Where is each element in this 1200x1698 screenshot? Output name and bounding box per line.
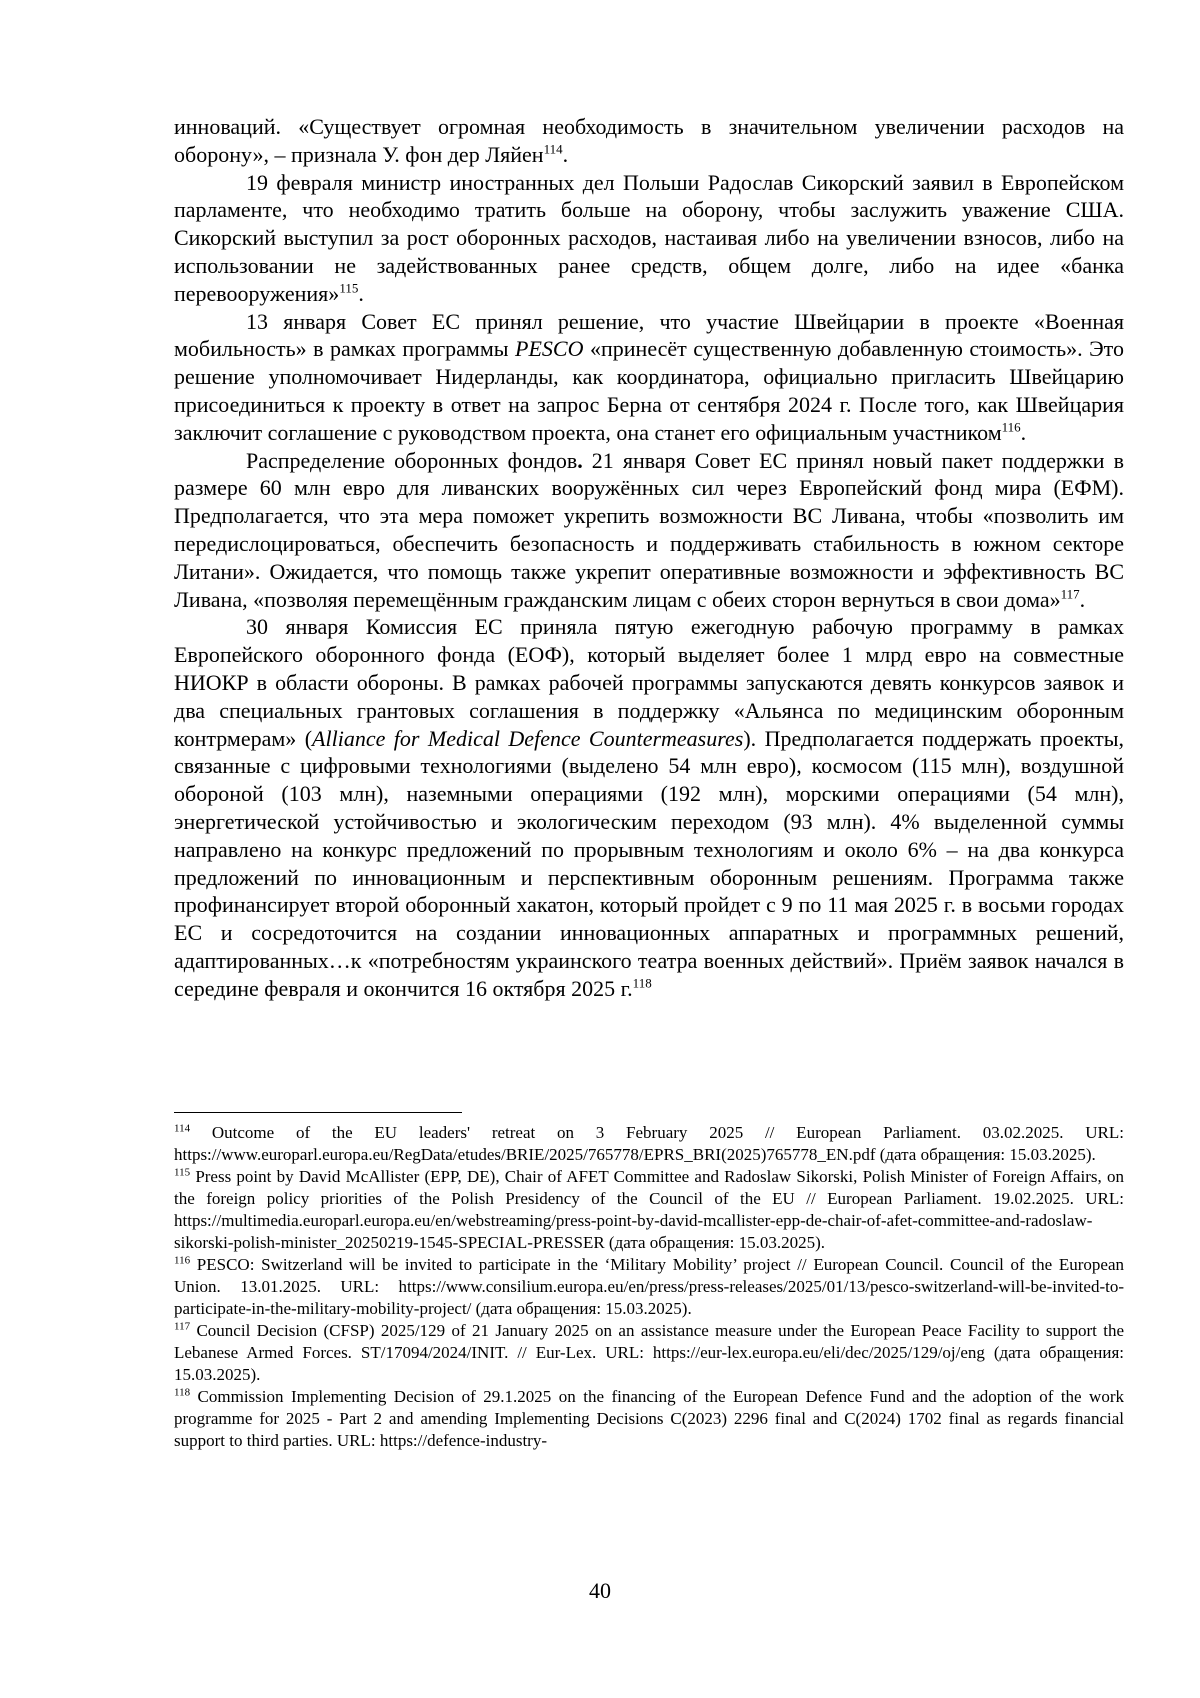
footnote-text: Outcome of the EU leaders' retreat on 3 February 2025 // European Parliament. 03.02.2025. URL: https://www.europarl.europa.eu/RegData/etudes/BRIE/2025/765778/EPRS_BRI(2025)765778_EN.pdf (дата обращения: 15.03.2025). <box>174 1123 1124 1164</box>
footnote-list <box>174 1122 1124 1452</box>
body-paragraph <box>174 613 1124 1002</box>
footnote <box>174 1386 1124 1452</box>
paragraph-text: 30 января Комиссия ЕС приняла пятую ежегодную рабочую программу в рамках Европейского оборонного фонда (ЕОФ), который выделяет более 1 млрд евро на совместные НИОКР в области обороны. В рамках рабочей программы запускаются девять конкурсов заявок и два специальных грантовых соглашения в поддержку «Альянса по медицинским оборонным контрмерам» ( <box>174 614 1124 751</box>
footnote <box>174 1166 1124 1254</box>
footnote <box>174 1254 1124 1320</box>
body-text <box>174 113 1124 1003</box>
footnote-number: 117 <box>174 1320 191 1333</box>
footnotes-section <box>174 1112 1124 1452</box>
footnote-reference: 115 <box>339 280 359 296</box>
paragraph-text: . <box>1079 586 1086 612</box>
body-paragraph <box>174 447 1124 614</box>
footnote <box>174 1320 1124 1386</box>
footnote-reference: 117 <box>1060 586 1080 602</box>
paragraph-text: 19 февраля министр иностранных дел Польши Радослав Сикорский заявил в Европейском парламенте, что необходимо тратить больше на оборону, чтобы заслужить уважение США. Сикорский выступил за рост оборонных расходов, настаивая либо на увеличении взносов, либо на использовании не задействованных ранее средств, общем долге, либо на идее «банка перевооружения» <box>174 169 1124 306</box>
paragraph-text: . <box>1020 419 1027 445</box>
paragraph-text: Распределение оборонных фондов <box>246 447 578 473</box>
footnote-separator <box>174 1112 462 1113</box>
footnote-text: Council Decision (CFSP) 2025/129 of 21 January 2025 on an assistance measure under the European Peace Facility to support the Lebanese Armed Forces. ST/17094/2024/INIT. // Eur-Lex. URL: https://eur-lex.europa.eu/eli/dec/2025/129/oj/eng (дата обращения: 15.03.2025). <box>174 1321 1124 1384</box>
bold-text: . <box>577 447 583 473</box>
paragraph-text: ). Предполагается поддержать проекты, связанные с цифровыми технологиями (выделено 54 млн евро), космосом (115 млн), воздушной обороной (103 млн), наземными операциями (192 млн), морскими операциями (54 млн), энергетической устойчивостью и экологическим переходом (93 млн). 4% выделенной суммы направлено на конкурс предложений по прорывным технологиям и около 6% – на два конкурса предложений по инновационным и перспективным оборонным решениям. Программа также профинансирует второй оборонный хакатон, который пройдет с 9 по 11 мая 2025 г. в восьми городах ЕС и сосредоточится на создании инновационных аппаратных и программных решений, адаптированных…к «потребностям украинского театра военных действий». Приём заявок начался в середине февраля и окончится 16 октября 2025 г. <box>174 725 1125 1001</box>
footnote-number: 114 <box>174 1122 191 1135</box>
paragraph-text: . <box>562 141 569 167</box>
paragraph-text: 13 января Совет ЕС принял решение, что участие Швейцарии в проекте «Военная мобильность» в рамках программы <box>174 308 1124 362</box>
paragraph-text: . <box>358 280 364 306</box>
footnote-number: 118 <box>174 1386 191 1399</box>
footnote-number: 115 <box>174 1166 191 1179</box>
footnote-reference: 116 <box>1001 419 1021 435</box>
body-paragraph <box>174 308 1124 447</box>
footnote-reference: 114 <box>543 141 563 157</box>
footnote-text: PESCO: Switzerland will be invited to participate in the ‘Military Mobility’ project // European Council. Council of the European Union. 13.01.2025. URL: https://www.consilium.europa.eu/en/press/press-releases/2025/01/13/pesco-switzerland-will-be-invited-to-participate-in-the-military-mobility-project/ (дата обращения: 15.03.2025). <box>174 1255 1124 1318</box>
footnote-text: Press point by David McAllister (EPP, DE), Chair of AFET Committee and Radoslaw Sikorski, Polish Minister of Foreign Affairs, on the foreign policy priorities of the Polish Presidency of the Council of the EU // European Parliament. 19.02.2025. URL: https://multimedia.europarl.europa.eu/en/webstreaming/press-point-by-david-mcallister-epp-de-chair-of-afet-committee-and-radoslaw-sikorski-polish-minister_20250219-1545-SPECIAL-PRESSER (дата обращения: 15.03.2025). <box>174 1167 1124 1252</box>
paragraph-text: 21 января Совет ЕС принял новый пакет поддержки в размере 60 млн евро для ливанских вооружённых сил через Европейский фонд мира (ЕФМ). Предполагается, что эта мера поможет укрепить возможности ВС Ливана, чтобы «позволить им передислоцироваться, обеспечить безопасность и поддерживать стабильность в южном секторе Литани». Ожидается, что помощь также укрепит оперативные возможности и эффективность ВС Ливана, «позволяя перемещённым гражданским лицам с обеих сторон вернуться в свои дома» <box>174 447 1124 612</box>
footnote-reference: 118 <box>632 975 652 991</box>
footnote-text: Commission Implementing Decision of 29.1.2025 on the financing of the European Defence Fund and the adoption of the work programme for 2025 - Part 2 and amending Implementing Decisions C(2023) 2296 final and C(2024) 1702 final as regards financial support to third parties. URL: https://defence-industry- <box>174 1387 1124 1450</box>
paragraph-text: «принесёт существенную добавленную стоимость». Это решение уполномочивает Нидерланды, как координатора, официально пригласить Швейцарию присоединиться к проекту в ответ на запрос Берна от сентября 2024 г. После того, как Швейцария заключит соглашение с руководством проекта, она станет его официальным участником <box>174 336 1124 445</box>
paragraph-text: инноваций. «Существует огромная необходимость в значительном увеличении расходов на оборону», – признала У. фон дер Ляйен <box>174 114 1124 167</box>
page-number: 40 <box>589 1578 611 1603</box>
body-paragraph <box>174 169 1124 308</box>
italic-text: PESCO <box>515 336 584 362</box>
italic-text: Alliance for Medical Defence Countermeasures <box>312 725 744 751</box>
footnote <box>174 1122 1124 1166</box>
footnote-number: 116 <box>174 1254 191 1267</box>
body-paragraph <box>174 113 1124 169</box>
